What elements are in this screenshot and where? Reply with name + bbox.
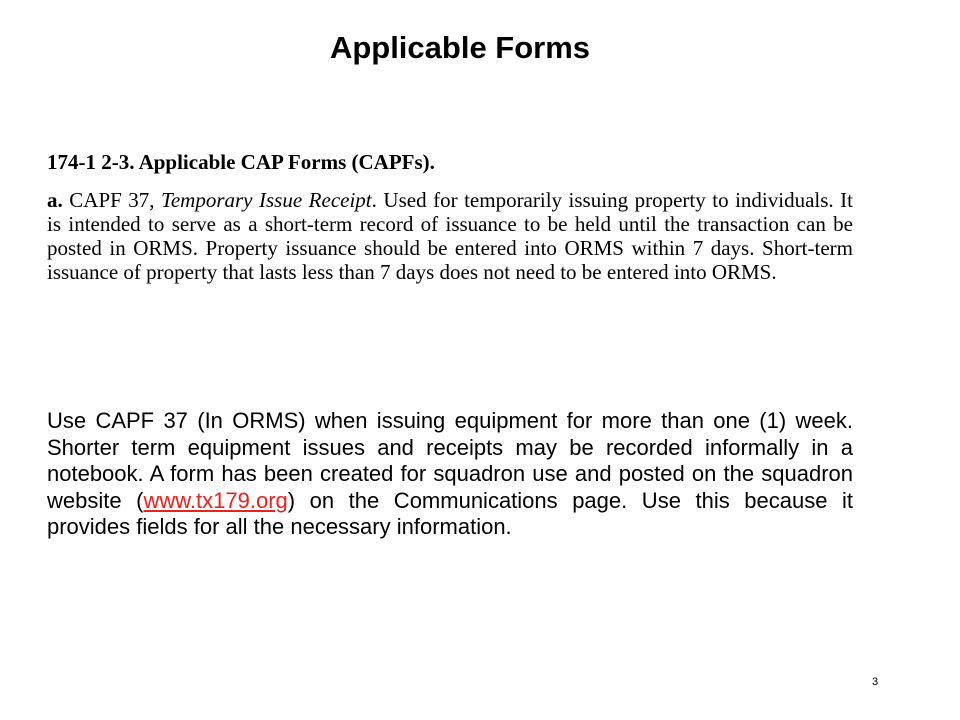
regulation-heading: 174-1 2-3. Applicable CAP Forms (CAPFs). <box>47 150 435 174</box>
note-text-before-link: Use CAPF 37 (In ORMS) when issuing equipment for more than one (1) week. Shorter term equipment issues and receipts may be recorded informally in a notebook. A form has been created for squadron use and posted on the squadron website ( <box>47 408 853 513</box>
squadron-website-link[interactable]: www.tx179.org <box>143 487 288 513</box>
regulation-excerpt <box>47 150 853 284</box>
regulation-paragraph <box>47 188 853 284</box>
page-number: 3 <box>872 676 879 688</box>
note-text-after-link: ) on the Communications page. Use this because it provides fields for all the necessary information. <box>47 487 853 539</box>
item-letter: a. <box>47 188 63 212</box>
slide-title: Applicable Forms <box>329 30 591 65</box>
regulation-body: . Used for temporarily issuing property to individuals. It is intended to serve as a short-term record of issuance to be held until the transaction can be posted in ORMS. Property issuance should be entered into ORMS within 7 days. Short-term issuance of property that lasts less than 7 days does not need to be entered into ORMS. <box>47 188 854 284</box>
usage-note <box>47 408 853 541</box>
form-name: Temporary Issue Receipt <box>161 188 372 212</box>
form-id: CAPF 37, <box>69 188 155 212</box>
